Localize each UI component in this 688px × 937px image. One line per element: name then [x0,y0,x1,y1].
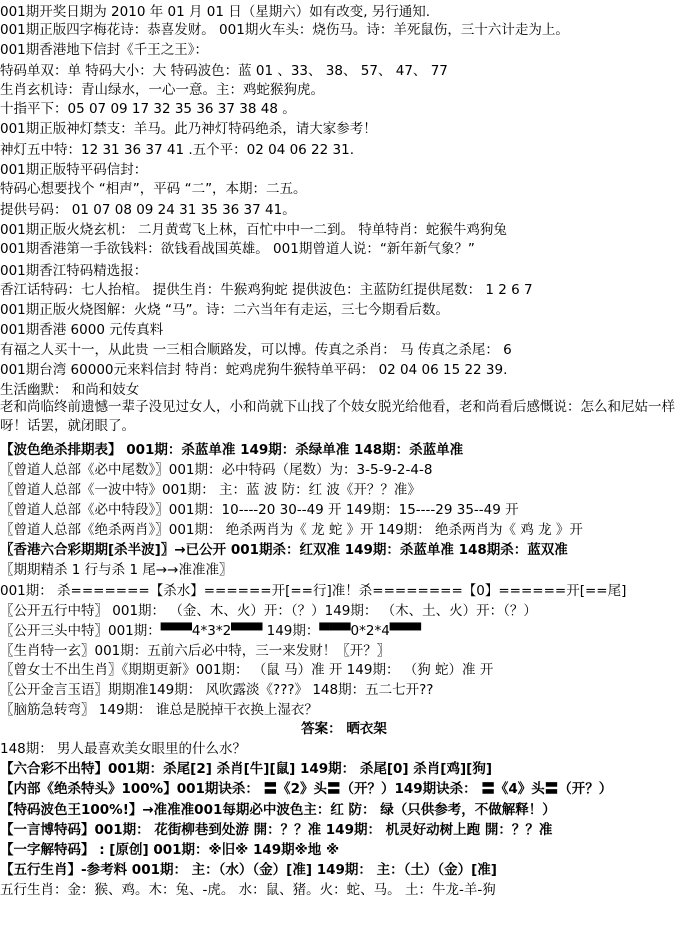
must-win-tail-line: 〖曾道人总部《必中尾数》〗001期：必中特码（尾数）为：3-5-9-2-4-8 [0,462,433,478]
brain-teaser-answer: 答案： 晒衣架 [301,721,387,737]
half-wave-kill-line: 〖香港六合彩期期[杀半波]〗→已公开 001期杀：红双准 149期：杀蓝单准 148期杀：蓝双准 [0,542,568,558]
three-heads-line: 〖公开三头中特〗001期：▀▀▀4*3*2▀▀▀ 149期：▀▀▀0*2*4▀▀▀ [0,623,421,639]
special-letter-title: 001期正版特平码信封： [0,162,148,178]
must-win-range-line: 〖曾道人总部《必中特段》〗001期：10----20 30--49 开 149期：15----29 35--49 开 [0,502,519,518]
xiangjiang-report-title: 001期香江特码精选报： [0,263,148,279]
fax-material-line: 有福之人买十一，从此贵 一三相合顺路发，可以博。传真之杀肖： 马 传真之杀尾： 6 [0,342,512,358]
golden-words-line: 〖公开金言玉语〗期期准149期： 风吹露淡《???》 148期：五二七开?? [0,682,434,698]
humor-story: 老和尚临终前遗憾一辈子没见过女人，小和尚就下山找了个妓女脱光给他看，老和尚看后感慨说：怎么和尼姑一样呀！话罢，就闭眼了。 [0,399,675,434]
draw-date-notice: 001期开奖日期为 2010 年 01 月 01 日（星期六）如有改变, 另行通知. [0,4,431,20]
zodiac-poem-line: 生肖玄机诗：青山绿水，一心一意。主：鸡蛇猴狗虎。 [0,82,324,98]
row-tail-kill-line: 001期： 杀=======【杀水】======开[==行]准！杀========【0】======开[==尾] [0,583,627,599]
plum-poem-line: 001期正版四字梅花诗：恭喜发财。 001期火车头：烧伤马。诗：羊死鼠伤，三十六计走为上。 [0,22,569,38]
madam-zeng-line: 〖曾女士不出生肖〗《期期更新》001期： （鼠 马）准 开 149期： （狗 蛇）准 开 [0,662,494,678]
ten-fingers-numbers: 十指平下：05 07 09 17 32 35 36 37 38 48 。 [0,101,296,117]
color-kill-schedule: 【波色绝杀排期表】 001期：杀蓝单准 149期：杀绿单准 148期：杀蓝单准 [0,442,464,458]
row-tail-kill-title: 〖期期精杀 1 行与杀 1 尾→→准准准〗 [0,562,233,578]
teaser-question-148: 148期： 男人最喜欢美女眼里的什么水？ [0,741,247,757]
lamp-five-numbers: 神灯五中特：12 31 36 37 41 .五个平：02 04 06 22 31. [0,142,354,158]
one-character-code-line: 【一字解特码】 : [原创] 001期：※旧※ 149期※地 ※ [0,842,340,858]
no-special-line: 【六合彩不出特】001期：杀尾[2] 杀肖[牛][鼠] 149期： 杀尾[0] 杀肖[鸡][狗] [0,761,492,777]
brain-teaser-line: 〖脑筋急转弯〗 149期： 谁总是脱掉干衣换上湿衣？ [0,702,318,718]
one-wave-line: 〖曾道人总部《一波中特》001期： 主：蓝 波 防：红 波《开？？准》 [0,482,421,498]
fire-mystery-line: 001期正版火烧玄机： 二月黄莺飞上林，百忙中中一二到。 特单特肖：蛇猴牛鸡狗兔 [0,222,507,238]
xiangjiang-code-line: 香江话特码：七人抬棺。 提供生肖：牛猴鸡狗蛇 提供波色：主蓝防红提供尾数： 1 2 6 7 [0,282,533,298]
fire-diagram-line: 001期正版火烧图解：火烧 “马”。诗：二六当年有走运，三七今期看后数。 [0,302,450,318]
special-code-attributes: 特码单双：单 特码大小：大 特码波色：蓝 01 、33、 38、 57、 47、 77 [0,63,448,79]
underground-letter-title: 001期香港地下信封《千王之王》： [0,42,209,58]
zodiac-mystery-line: 〖生肖特一玄〗001期：五前六后必中特，三一来发财！〖开？〗 [0,643,391,659]
special-color-king-line: 【特码波色王100%!】→准准准001每期必中波色主：红 防： 绿（只供参考，不做解释！） [0,802,556,818]
lamp-ban-line: 001期正版神灯禁支：羊马。此乃神灯特码绝杀，请大家参考！ [0,121,377,137]
first-hand-material-line: 001期香港第一手欲钱料：欲钱看战国英雄。 001期曾道人说：“新年新气象？” [0,241,475,257]
provided-numbers: 提供号码： 01 07 08 09 24 31 35 36 37 41。 [0,202,296,218]
five-elements-line: 〖公开五行中特〗 001期： （金、木、火）开：（？）149期： （木、土、火）开：（？） [0,603,537,619]
kill-head-line: 【内部《绝杀特头》100%】001期诀杀： 〓《2》头〓（开？）149期诀杀： 〓《4》头〓（开？） [0,781,613,797]
five-element-zodiac-list: 五行生肖：金：猴、鸡。木：兔、-虎。 水：鼠、猪。火：蛇、马。 土：牛龙-羊-狗 [0,882,496,898]
special-riddle-line: 特码心想要找个 “相声”，平码 “二”，本期：二五。 [0,181,307,197]
fax-material-title: 001期香港 6000 元传真料 [0,322,164,338]
one-word-code-line: 【一言博特码】001期： 花街柳巷到处游 開：？？准 149期： 机灵好动树上跑 開：？？准 [0,822,553,838]
taiwan-letter-line: 001期台湾 60000元来料信封 特肖：蛇鸡虎狗牛猴特单平码： 02 04 06 15 22 39. [0,362,508,378]
five-element-zodiac-line: 【五行生肖】-参考料 001期： 主：（水）（金）[准] 149期： 主：（土）（金）[准] [0,862,497,878]
humor-title: 生活幽默： 和尚和妓女 [0,382,140,398]
kill-two-zodiac-line: 〖曾道人总部《绝杀两肖》〗001期： 绝杀两肖为《 龙 蛇 》开 149期： 绝杀两肖为《 鸡 龙 》开 [0,522,583,538]
